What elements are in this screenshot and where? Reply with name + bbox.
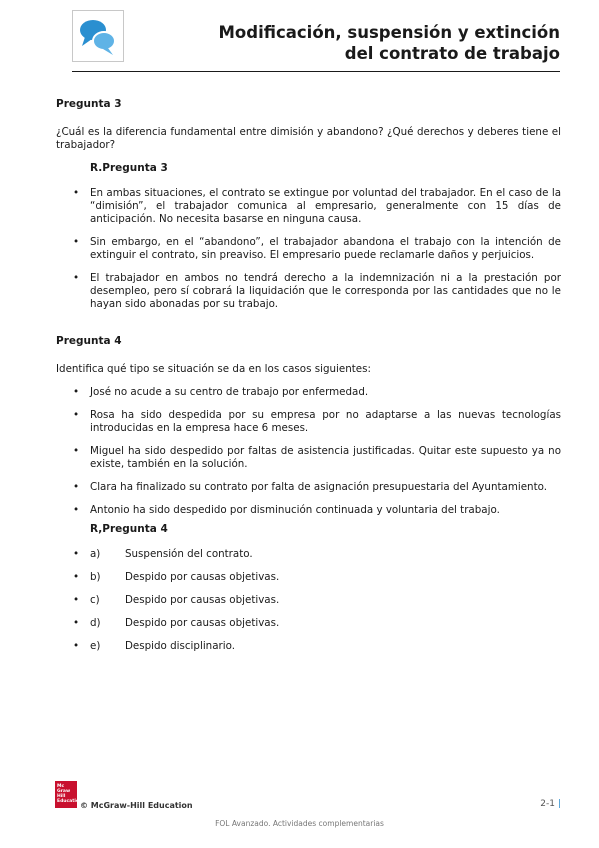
answer-4-list <box>56 548 561 653</box>
list-item <box>56 548 561 561</box>
answer-letter: d) <box>90 617 101 629</box>
answer-3-list <box>56 187 561 311</box>
bullet-icon: • <box>73 617 80 629</box>
page-separator: | <box>557 799 561 809</box>
list-item <box>56 187 561 226</box>
answer-text: Suspensión del contrato. <box>125 548 253 560</box>
answer-text: Despido disciplinario. <box>125 640 235 652</box>
bullet-icon: • <box>73 272 80 284</box>
bullet-icon: • <box>73 548 80 560</box>
answer-text: Despido por causas objetivas. <box>125 617 280 629</box>
list-item <box>56 445 561 471</box>
answer-letter: e) <box>90 640 101 652</box>
page-title-line2: del contrato de trabajo <box>344 44 560 63</box>
question-3-text: ¿Cuál es la diferencia fundamental entre dimisión y abandono? ¿Qué derechos y deberes tiene el trabajador? <box>56 126 561 151</box>
list-item <box>56 272 561 311</box>
header-divider <box>72 71 560 72</box>
list-item-text: Sin embargo, en el “abandono”, el trabajador abandona el trabajo con la intención de extinguir el contrato, sin preaviso. El empresario puede reclamarle daños y perjuicios. <box>90 236 561 261</box>
list-item-text: Clara ha finalizado su contrato por falta de asignación presupuestaria del Ayuntamiento. <box>90 481 548 493</box>
list-item <box>56 409 561 435</box>
answer-letter: c) <box>90 594 100 606</box>
page-number-value: 2-1 <box>540 799 555 809</box>
answer-text: Despido por causas objetivas. <box>125 594 280 606</box>
question-4-cases <box>56 386 561 517</box>
answer-4-title: R,Pregunta 4 <box>90 523 168 535</box>
bullet-icon: • <box>73 594 80 606</box>
list-item-text: Miguel ha sido despedido por faltas de asistencia justificadas. Quitar este supuesto ya no existe, también en la solución. <box>90 445 561 470</box>
page-number <box>540 799 561 809</box>
publisher-logo: Mc Graw Hill Education <box>55 781 77 808</box>
footer-subtitle: FOL Avanzado. Actividades complementarias <box>215 819 384 828</box>
bullet-icon: • <box>73 571 80 583</box>
list-item <box>56 640 561 653</box>
list-item-text: José no acude a su centro de trabajo por enfermedad. <box>90 386 369 398</box>
list-item-text: Rosa ha sido despedida por su empresa por no adaptarse a las nuevas tecnologías introducidas en la empresa hace 6 meses. <box>90 409 561 434</box>
answer-text: Despido por causas objetivas. <box>125 571 280 583</box>
list-item-text: En ambas situaciones, el contrato se extingue por voluntad del trabajador. En el caso de la “dimisión”, el trabajador comunica al empresario, generalmente con 15 días de anticipación. No necesita basarse en ninguna causa. <box>90 187 561 225</box>
speech-bubbles-icon <box>77 16 119 56</box>
list-item <box>56 386 561 399</box>
list-item <box>56 236 561 262</box>
question-4-text: Identifica qué tipo se situación se da en los casos siguientes: <box>56 363 371 375</box>
list-item-text: El trabajador en ambos no tendrá derecho a la indemnización ni a la prestación por desempleo, pero sí cobrará la liquidación que le corresponda por las cantidades que no le hayan sido abonadas por su trabajo. <box>90 272 561 310</box>
answer-3-title: R.Pregunta 3 <box>90 162 168 174</box>
answer-letter: b) <box>90 571 101 583</box>
document-body <box>56 98 561 663</box>
list-item <box>56 504 561 517</box>
answer-letter: a) <box>90 548 101 560</box>
copyright-text: © McGraw-Hill Education <box>80 801 193 810</box>
bullet-icon: • <box>73 445 80 457</box>
list-item <box>56 571 561 584</box>
bullet-icon: • <box>73 236 80 248</box>
page-title <box>219 22 560 64</box>
bullet-icon: • <box>73 386 80 398</box>
list-item <box>56 617 561 630</box>
list-item <box>56 594 561 607</box>
page-header <box>72 10 560 70</box>
list-item-text: Antonio ha sido despedido por disminución continuada y voluntaria del trabajo. <box>90 504 500 516</box>
page-title-line1: Modificación, suspensión y extinción <box>218 23 560 42</box>
bullet-icon: • <box>73 481 80 493</box>
bullet-icon: • <box>73 504 80 516</box>
bullet-icon: • <box>73 187 80 199</box>
section-logo <box>72 10 124 62</box>
bullet-icon: • <box>73 640 80 652</box>
bullet-icon: • <box>73 409 80 421</box>
question-4-title: Pregunta 4 <box>56 335 122 347</box>
list-item <box>56 481 561 494</box>
question-3-title: Pregunta 3 <box>56 98 122 110</box>
